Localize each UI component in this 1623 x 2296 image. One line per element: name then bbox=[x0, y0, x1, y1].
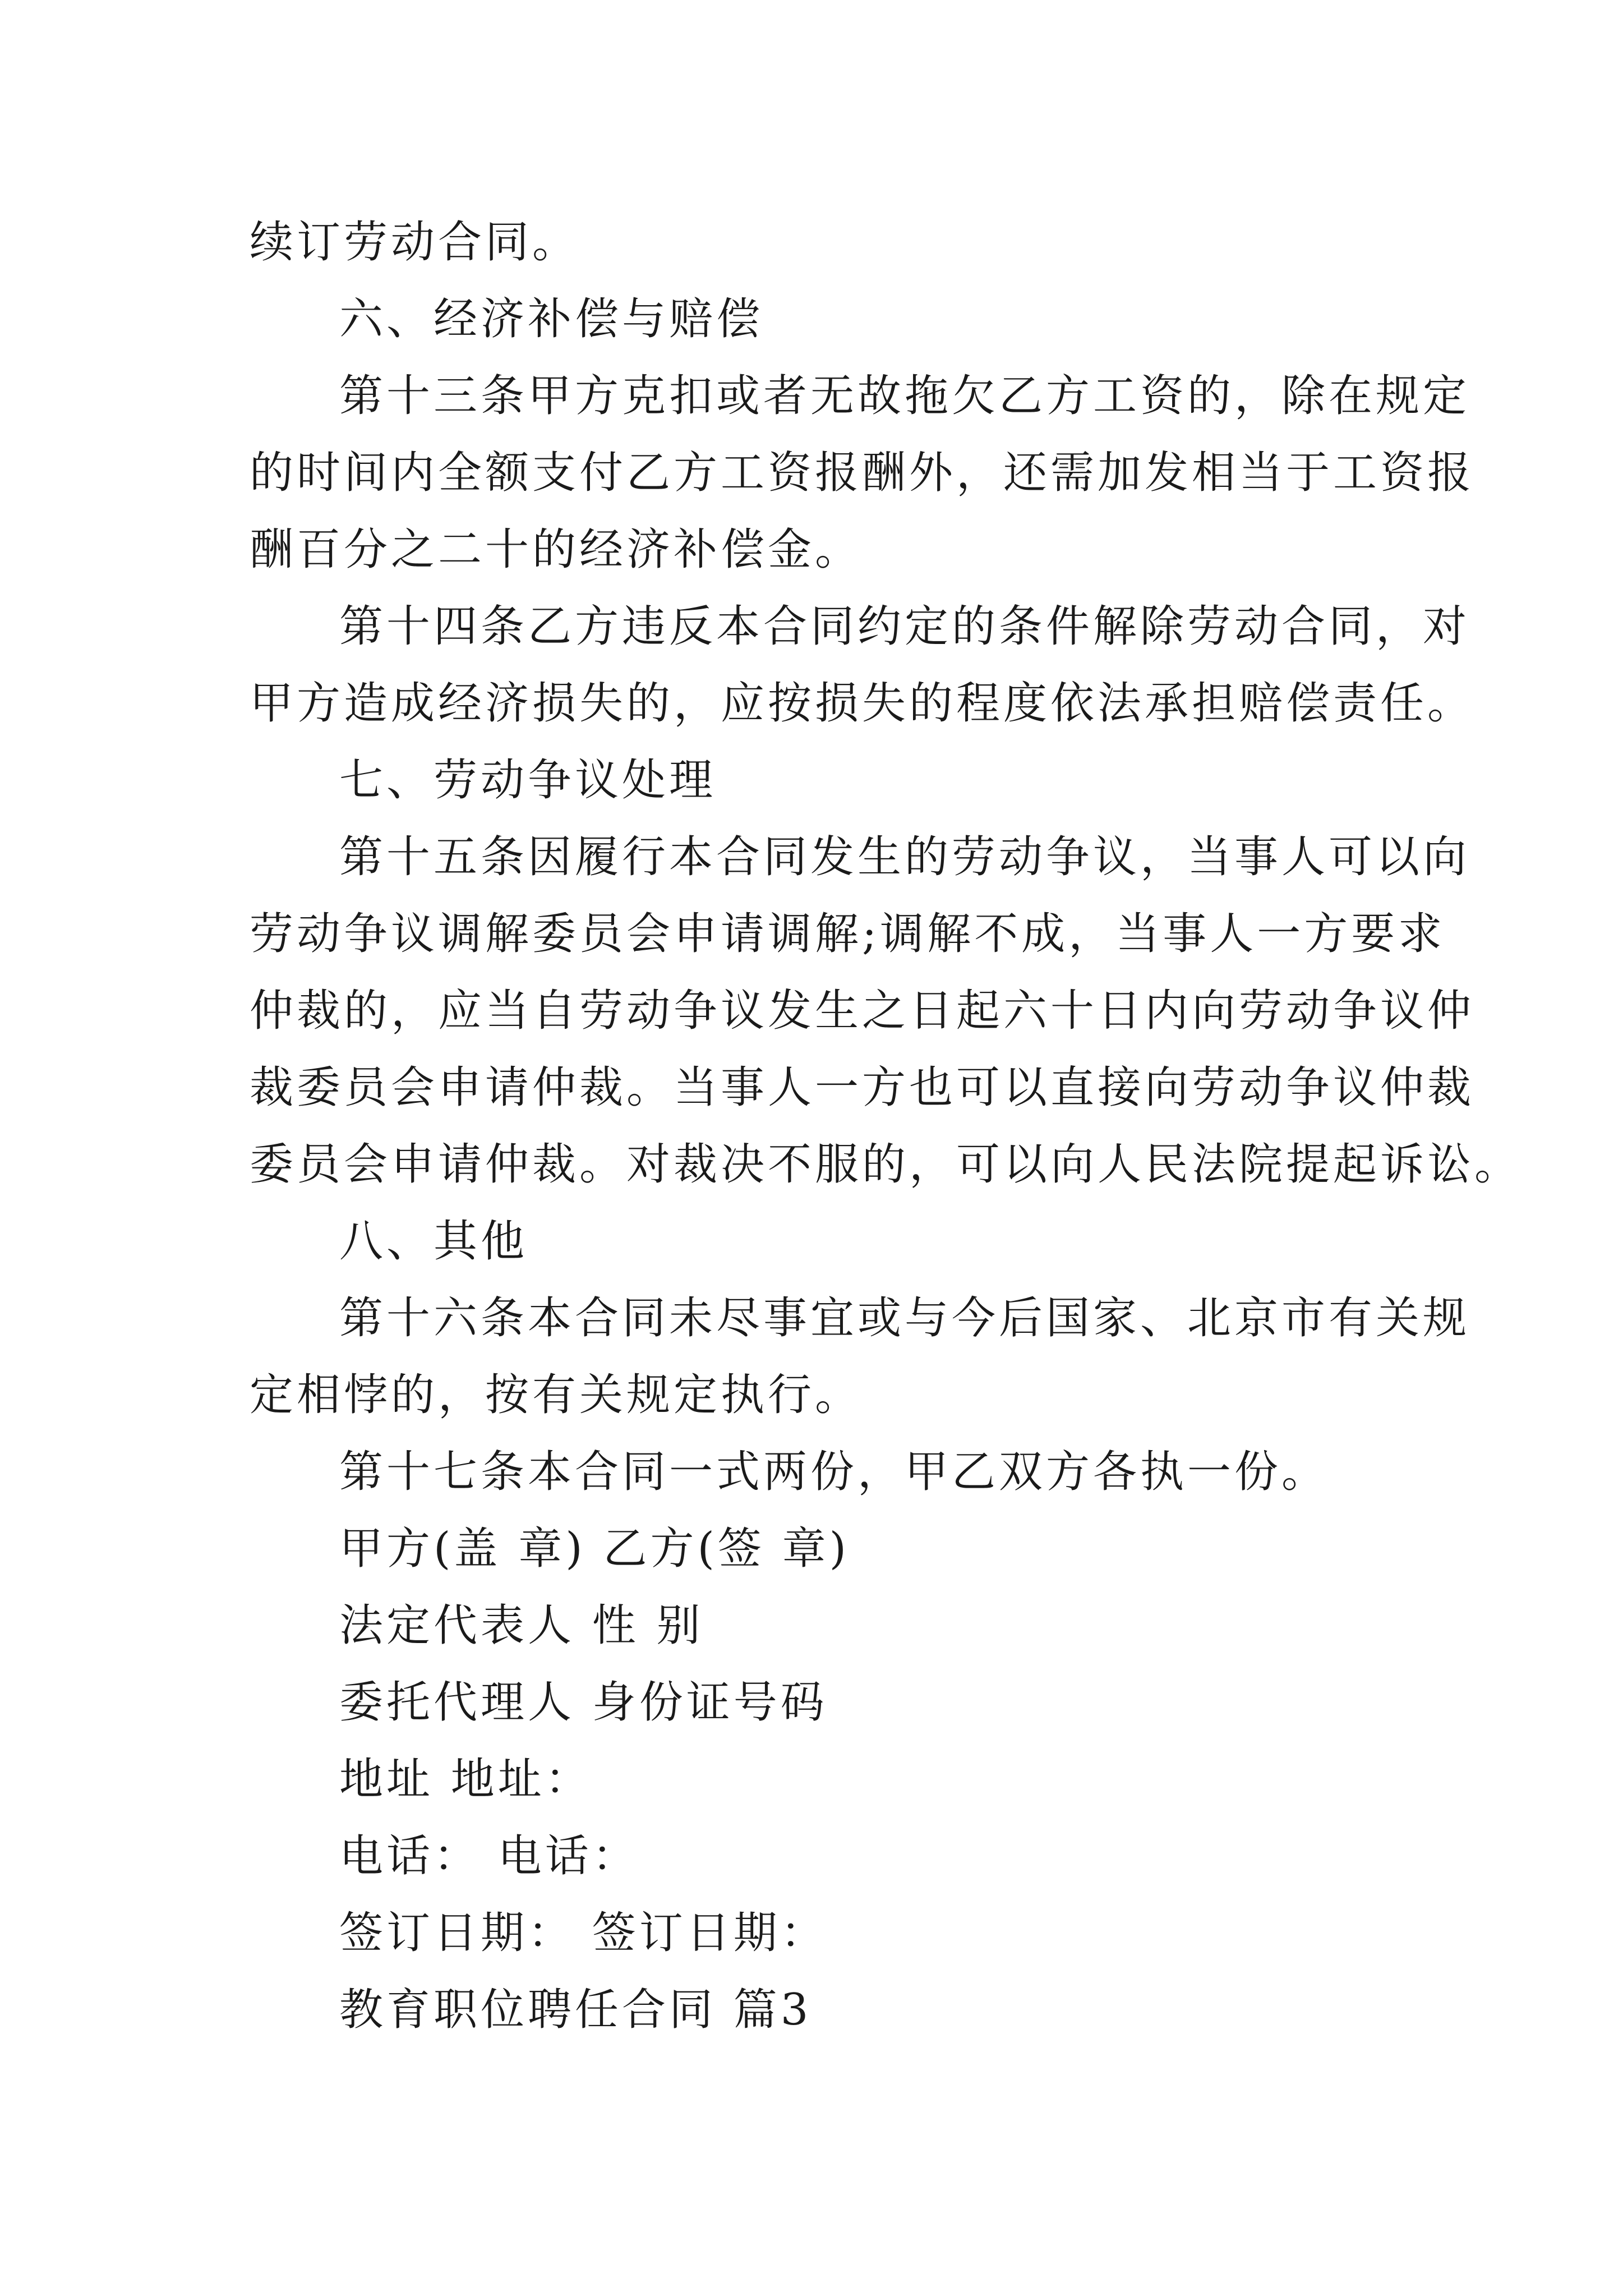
article-13-line-2: 的时间内全额支付乙方工资报酬外，还需加发相当于工资报 bbox=[250, 448, 1475, 498]
article-17-line: 第十七条本合同一式两份，甲乙双方各执一份。 bbox=[339, 1447, 1329, 1497]
article-13-line-1: 第十三条甲方克扣或者无故拖欠乙方工资的，除在规定 bbox=[339, 371, 1470, 421]
article-15-line-3: 仲裁的，应当自劳动争议发生之日起六十日内向劳动争议仲 bbox=[250, 986, 1475, 1036]
article-16-line-2: 定相悖的，按有关规定执行。 bbox=[250, 1370, 863, 1420]
continuation-line: 续订劳动合同。 bbox=[250, 217, 580, 268]
signature-seal-line: 甲方(盖 章) 乙方(签 章) bbox=[339, 1524, 850, 1574]
section-heading-6: 六、经济补偿与赔偿 bbox=[339, 294, 764, 344]
article-13-line-3: 酬百分之二十的经济补偿金。 bbox=[250, 524, 863, 575]
article-15-line-4: 裁委员会申请仲裁。当事人一方也可以直接向劳动争议仲裁 bbox=[250, 1062, 1475, 1113]
address-line: 地址 地址： bbox=[339, 1754, 592, 1805]
article-15-line-1: 第十五条因履行本合同发生的劳动争议，当事人可以向 bbox=[339, 832, 1470, 882]
agent-id-line: 委托代理人 身份证号码 bbox=[339, 1677, 828, 1728]
article-14-line-1: 第十四条乙方违反本合同约定的条件解除劳动合同，对 bbox=[339, 601, 1470, 652]
legal-rep-line: 法定代表人 性 别 bbox=[339, 1600, 704, 1651]
section-heading-7: 七、劳动争议处理 bbox=[339, 755, 717, 806]
article-15-line-2: 劳动争议调解委员会申请调解;调解不成，当事人一方要求 bbox=[250, 909, 1446, 959]
article-15-line-5: 委员会申请仲裁。对裁决不服的，可以向人民法院提起诉讼。 bbox=[250, 1139, 1522, 1190]
article-16-line-1: 第十六条本合同未尽事宜或与今后国家、北京市有关规 bbox=[339, 1293, 1470, 1343]
section-heading-8: 八、其他 bbox=[339, 1216, 528, 1267]
sign-date-line: 签订日期： 签订日期： bbox=[339, 1908, 828, 1958]
next-contract-heading: 教育职位聘任合同 篇3 bbox=[339, 1985, 812, 2035]
article-14-line-2: 甲方造成经济损失的，应按损失的程度依法承担赔偿责任。 bbox=[250, 678, 1475, 729]
phone-line: 电话： 电话： bbox=[339, 1831, 639, 1881]
